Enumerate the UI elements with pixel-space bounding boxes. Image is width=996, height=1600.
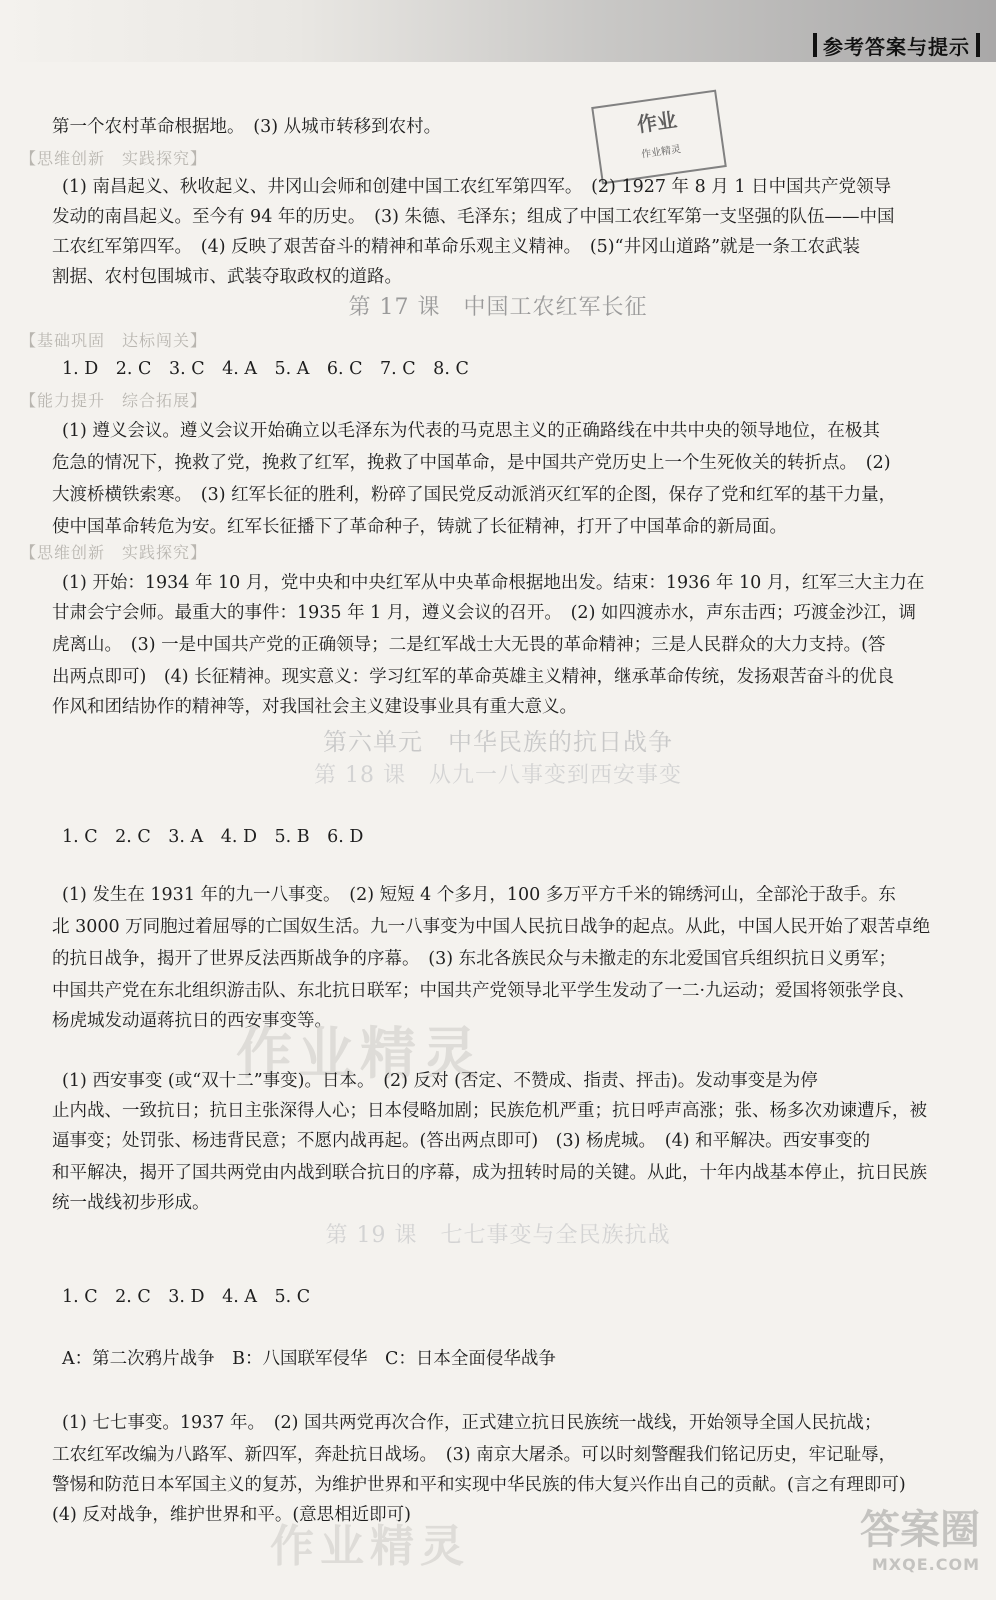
answer-line: 割据、农村包围城市、武装夺取政权的道路。 [52, 267, 402, 287]
answer-line: 作风和团结协作的精神等，对我国社会主义建设事业具有重大意义。 [52, 697, 577, 717]
answer-line: 统一战线初步形成。 [52, 1193, 210, 1213]
section-basic: 【基础巩固 达标闯关】 [20, 331, 208, 350]
answer-line: 工农红军第四军。 (4) 反映了艰苦奋斗的精神和革命乐观主义精神。 (5)“井冈山道路”就是一条工农武装 [52, 237, 861, 257]
answer-line: 逼事变；处罚张、杨违背民意；不愿内战再起。(答出两点即可) (3) 杨虎城。 (4) 和平解决。西安事变的 [52, 1131, 871, 1151]
section-thinking: 【思维创新 实践探究】 [20, 149, 208, 168]
answer-line: 大渡桥横铁索寒。 (3) 红军长征的胜利，粉碎了国民党反动派消灭红军的企图，保存了党和红军的基干力量， [52, 485, 897, 505]
section-thinking: 【思维创新 实践探究】 [20, 543, 208, 562]
answer-line: 工农红军改编为八路军、新四军，奔赴抗日战场。 (3) 南京大屠杀。可以时刻警醒我们铭记历史，牢记耻辱， [52, 1445, 897, 1465]
answer-line: 1. C 2. C 3. A 4. D 5. B 6. D [62, 827, 364, 847]
answer-line: 危急的情况下，挽救了党，挽救了红军，挽救了中国革命，是中国共产党历史上一个生死攸关的转折点。 (2) [52, 453, 891, 473]
answer-line: 和平解决，揭开了国共两党由内战到联合抗日的序幕，成为扭转时局的关键。从此，十年内战基本停止，抗日民族 [52, 1163, 927, 1183]
answer-line: 止内战、一致抗日；抗日主张深得人心；日本侵略加剧；民族危机严重；抗日呼声高涨；张、杨多次劝谏遭斥，被 [52, 1101, 927, 1121]
answer-line: (1) 发生在 1931 年的九一八事变。 (2) 短短 4 个多月，100 多万平方千米的锦绣河山，全部沦于敌手。东 [62, 885, 896, 905]
header-bar-right [976, 33, 980, 57]
logo-text: 答案圈 [860, 1507, 980, 1553]
watermark: 作业精灵 [270, 1521, 470, 1572]
answer-line: 北 3000 万同胞过着屈辱的亡国奴生活。九一八事变为中国人民抗日战争的起点。从此，中国人民开始了艰苦卓绝 [52, 917, 931, 937]
logo-domain: MXQE.COM [871, 1555, 980, 1574]
answer-line: (1) 西安事变 (或“双十二”事变)。日本。 (2) 反对 (否定、不赞成、指责、抨击)。发动事变是为停 [62, 1071, 818, 1091]
answer-line: 发动的南昌起义。至今有 94 年的历史。 (3) 朱德、毛泽东；组成了中国工农红军第一支坚强的队伍——中国 [52, 207, 895, 227]
answer-line: (1) 南昌起义、秋收起义、井冈山会师和创建中国工农红军第四军。 (2) 1927 年 8 月 1 日中国共产党领导 [62, 177, 892, 197]
stamp-line2: 作业精灵 [640, 144, 682, 161]
answer-line: 杨虎城发动逼蒋抗日的西安事变等。 [52, 1011, 332, 1031]
lesson-17-title: 第 17 课 中国工农红军长征 [348, 295, 648, 320]
unit-6-title: 第六单元 中华民族的抗日战争 [323, 728, 673, 756]
answer-line: (1) 七七事变。1937 年。 (2) 国共两党再次合作，正式建立抗日民族统一战线，开始领导全国人民抗战； [62, 1413, 882, 1433]
lesson-19-title: 第 19 课 七七事变与全民族抗战 [325, 1223, 671, 1248]
answer-line: 1. D 2. C 3. C 4. A 5. A 6. C 7. C 8. C [62, 359, 469, 379]
answer-line: A：第二次鸦片战争 B：八国联军侵华 C：日本全面侵华战争 [62, 1349, 556, 1369]
answer-line: (1) 开始：1934 年 10 月，党中央和中央红军从中央革命根据地出发。结束：1936 年 10 月，红军三大主力在 [62, 573, 925, 593]
answer-line: 使中国革命转危为安。红军长征播下了革命种子，铸就了长征精神，打开了中国革命的新局面。 [52, 517, 787, 537]
answer-line: 甘肃会宁会师。最重大的事件：1935 年 1 月，遵义会议的召开。 (2) 如四渡赤水，声东击西；巧渡金沙江，调 [52, 603, 916, 623]
answer-line: (4) 反对战争，维护世界和平。(意思相近即可) [52, 1505, 412, 1525]
answer-line: 中国共产党在东北组织游击队、东北抗日联军；中国共产党领导北平学生发动了一二·九运动；爱国将领张学良、 [52, 981, 916, 1001]
answer-line: 第一个农村革命根据地。 (3) 从城市转移到农村。 [52, 117, 442, 137]
watermark: 作业精灵 [236, 1022, 484, 1087]
answer-line: 虎离山。 (3) 一是中国共产党的正确领导；二是红军战士大无畏的革命精神；三是人民群众的大力支持。(答 [52, 635, 886, 655]
answer-line: 1. C 2. C 3. D 4. A 5. C [62, 1287, 311, 1307]
header-title-text: 参考答案与提示 [823, 34, 970, 59]
answer-line: 警惕和防范日本军国主义的复苏，为维护世界和平和实现中华民族的伟大复兴作出自己的贡献。(言之有理即可) [52, 1475, 906, 1495]
header-bar-left [813, 33, 817, 57]
answer-line: 的抗日战争，揭开了世界反法西斯战争的序幕。 (3) 东北各族民众与未撤走的东北爱国官兵组织抗日义勇军； [52, 949, 897, 969]
stamp-line1: 作业 [635, 107, 679, 137]
header-title [807, 28, 986, 62]
lesson-18-title: 第 18 课 从九一八事变到西安事变 [314, 763, 682, 788]
answer-line: 出两点即可) (4) 长征精神。现实意义：学习红军的革命英雄主义精神，继承革命传统，发扬艰苦奋斗的优良 [52, 667, 895, 687]
answer-line: (1) 遵义会议。遵义会议开始确立以毛泽东为代表的马克思主义的正确路线在中共中央的领导地位，在极其 [62, 421, 880, 441]
site-logo [860, 1498, 980, 1574]
section-ability: 【能力提升 综合拓展】 [20, 391, 208, 410]
